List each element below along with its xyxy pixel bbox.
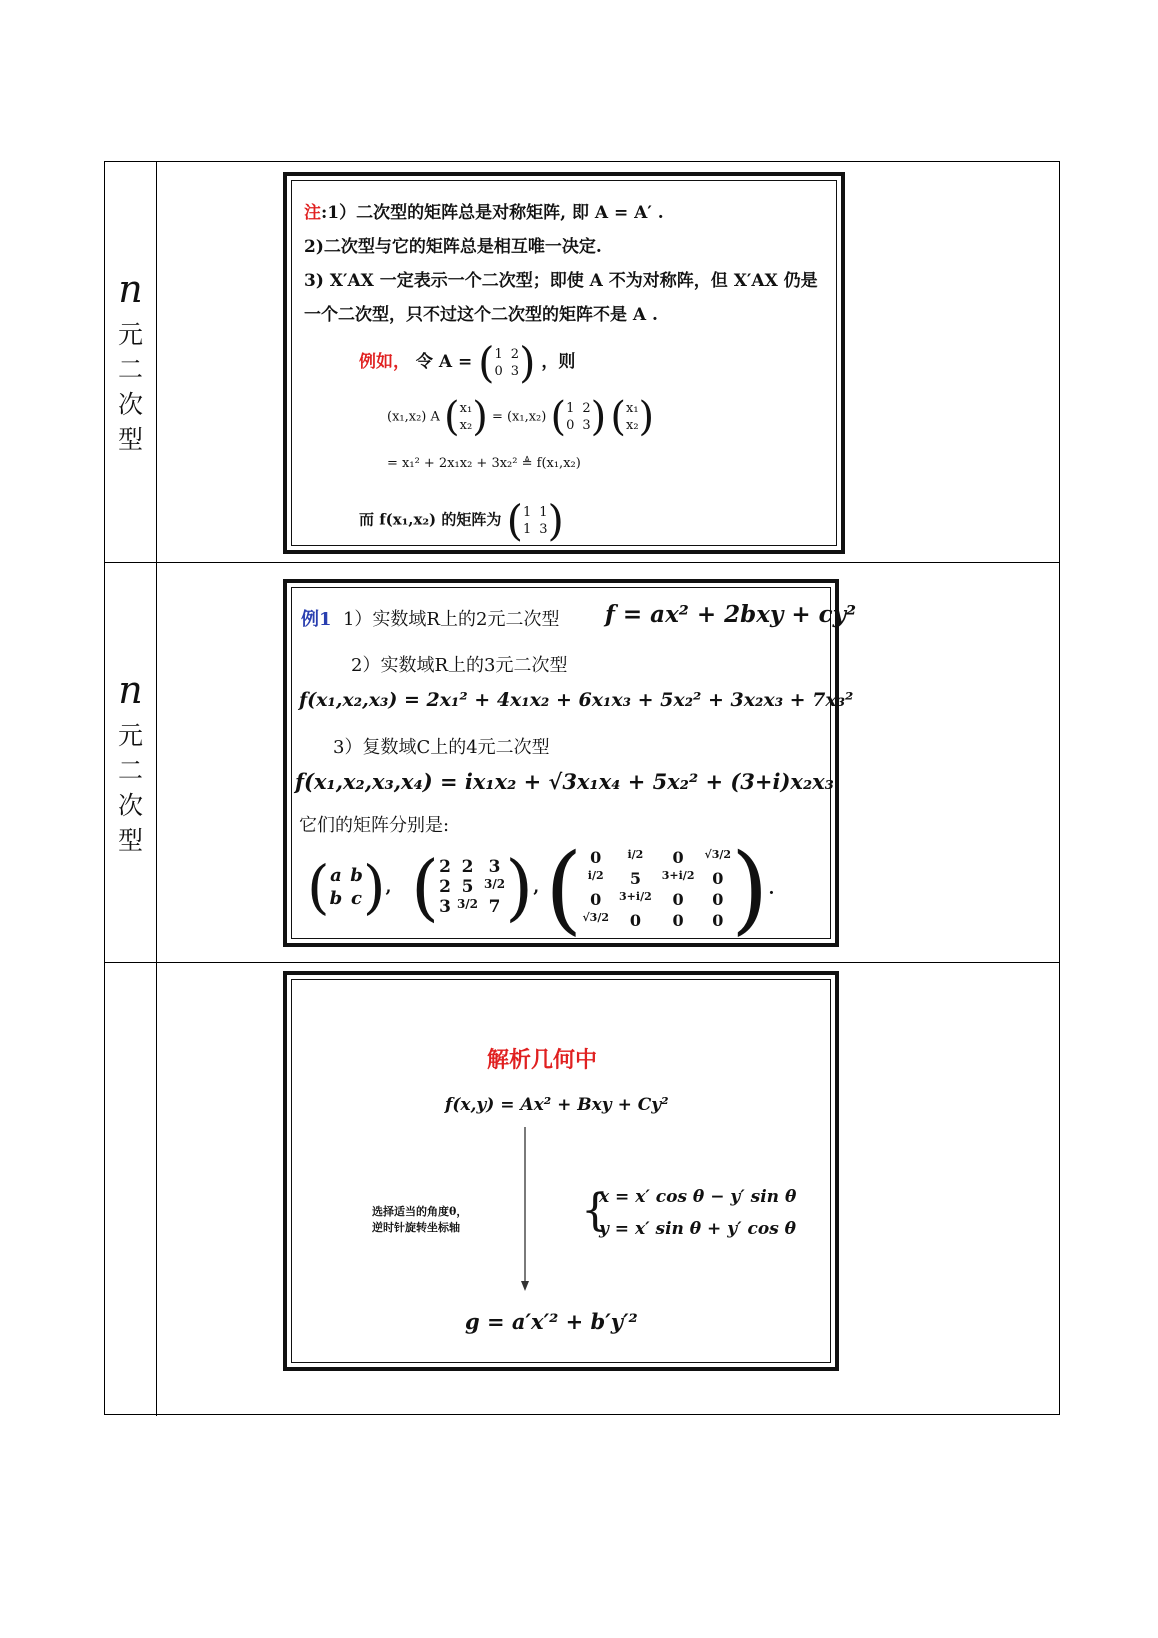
- matrix-cell: 0: [590, 890, 602, 909]
- matrix-cell: 5: [629, 869, 641, 888]
- eq1-left: (x₁,x₂) A: [387, 409, 440, 425]
- side-note-1: 选择适当的角度θ，: [372, 1205, 468, 1218]
- ex-label: 例1: [301, 609, 332, 630]
- down-arrow-icon: [519, 1127, 531, 1292]
- equation-2: = x₁² + 2x₁x₂ + 3x₂² ≜ f(x₁,x₂): [387, 456, 581, 471]
- matrix-2: ( 2 2 3 2 5 3/2 3 3/2 7 ) ,: [411, 845, 540, 929]
- matrix-cell: 2: [510, 346, 520, 362]
- matrix-cell: √3/2: [704, 848, 732, 861]
- label-char: 型: [117, 425, 143, 454]
- matrix-1: ( a b b c ) ,: [307, 853, 392, 921]
- label-n: n: [118, 667, 143, 712]
- label-char: 元: [117, 320, 143, 349]
- matrix-cell: 5: [461, 877, 474, 897]
- label-char: 二: [117, 355, 143, 384]
- rotation-brace: {: [581, 1185, 609, 1236]
- rotation-x: x = x′ cos θ − y′ sin θ: [599, 1187, 797, 1207]
- matrix-cell: 0: [712, 869, 724, 888]
- matrix-cell: 2: [439, 877, 451, 897]
- slide-analytic-geometry: [283, 971, 839, 1371]
- matrix-cell: a: [330, 865, 342, 886]
- example-then: ，则: [541, 352, 576, 372]
- label-char: 元: [117, 720, 143, 750]
- matrix-cell: 1: [522, 504, 532, 520]
- example-line: [359, 338, 575, 387]
- example-matrix: ( 1 2 0 3 ): [478, 338, 536, 387]
- matrix-cell: 0: [712, 890, 724, 909]
- matrix-cell: 0: [672, 890, 684, 909]
- ex-item-3: 3）复数域C上的4元二次型: [333, 737, 550, 758]
- matrix-cell: c: [351, 888, 363, 909]
- matrix-cell: 0: [672, 911, 684, 930]
- eq1-matrix: ( 1 2 0 3 ): [550, 394, 607, 440]
- eq1-mid: = (x₁,x₂): [491, 409, 547, 425]
- ex-formula-2: f(x₁,x₂,x₃) = 2x₁² + 4x₁x₂ + 6x₁x₃ + 5x₂² + 3x₂x₃ + 7x₃²: [299, 689, 854, 711]
- f-matrix: ( 1 1 1 3 ): [506, 496, 564, 545]
- matrix-cell: x₂: [626, 418, 639, 433]
- matrix-cell: i/2: [627, 848, 644, 861]
- formula-bottom: g = a′x′² + b′y′²: [465, 1309, 638, 1334]
- note-line-1: [304, 198, 664, 223]
- label-n: n: [118, 267, 143, 311]
- f-matrix-text: 而 f(x₁,x₂) 的矩阵为: [359, 510, 502, 529]
- row-label-3: [105, 963, 157, 1416]
- matrix-cell: x₂: [459, 418, 473, 433]
- matrix-cell: 3/2: [484, 877, 506, 891]
- matrix-cell: 3: [488, 857, 501, 877]
- note-line-4: 一个二次型，只不过这个二次型的矩阵不是 A .: [304, 305, 658, 325]
- matrix-3: ( 0 i/2 0 √3/2 i/2 5 3+i/2 0 0 3+i/2 0 0 √3/2 0 0 0 ) .: [545, 833, 775, 945]
- matrix-cell: 3: [510, 363, 520, 379]
- matrix-cell: 2: [582, 401, 591, 416]
- ex-item-1: 1）实数域R上的2元二次型: [342, 609, 560, 630]
- matrix-cell: b: [329, 888, 343, 909]
- matrix-cell: 3+i/2: [619, 890, 652, 903]
- matrix-cell: b: [350, 865, 363, 886]
- matrix-cell: 3+i/2: [661, 869, 695, 882]
- table-row-3: [105, 962, 1059, 1416]
- matrix-cell: 0: [712, 911, 724, 930]
- matrices-text: 它们的矩阵分别是:: [299, 815, 450, 836]
- matrix-cell: 3: [439, 897, 451, 917]
- matrix-cell: 3: [582, 418, 591, 433]
- label-char: 次: [117, 390, 143, 419]
- note-line-2: 2)二次型与它的矩阵总是相互唯一决定.: [304, 237, 602, 257]
- ex-formula-1: f = ax² + 2bxy + cy²: [605, 601, 857, 628]
- label-char: 次: [117, 790, 143, 820]
- label-char: 型: [117, 825, 143, 855]
- matrix-cell: 3: [539, 521, 548, 537]
- equation-1: [387, 394, 654, 440]
- matrix-cell: i/2: [587, 869, 604, 882]
- table-row-2: [105, 562, 1059, 962]
- row-label-2: [105, 563, 157, 962]
- matrix-cell: 1: [566, 401, 575, 416]
- matrix-cell: 7: [488, 897, 501, 917]
- rotation-y: y = x′ sin θ + y′ cos θ: [599, 1219, 797, 1239]
- eq1-vector-2: ( x₁ x₂ ): [610, 394, 655, 440]
- matrix-cell: x₁: [626, 401, 639, 416]
- example-text: 令 A =: [415, 352, 473, 372]
- f-matrix-line: [359, 496, 564, 545]
- matrix-cell: 1: [522, 521, 532, 537]
- eq1-vector: ( x₁ x₂ ): [444, 394, 488, 440]
- ex-formula-3: f(x₁,x₂,x₃,x₄) = ix₁x₂ + √3x₁x₄ + 5x₂² + (3+i)x₂x₃: [295, 769, 834, 794]
- matrix-cell: 0: [494, 363, 503, 379]
- ex-line-1: [301, 605, 559, 631]
- table-row-1: [105, 162, 1059, 562]
- slide-examples: [283, 579, 857, 947]
- matrix-cell: 2: [461, 857, 474, 877]
- matrix-cell: 0: [672, 848, 684, 867]
- note-text-1: :1）二次型的矩阵总是对称矩阵, 即 A = A′ .: [321, 203, 664, 223]
- side-note-2: 逆时针旋转坐标轴: [372, 1221, 460, 1234]
- document-table: [104, 161, 1060, 1415]
- matrix-cell: 0: [629, 911, 641, 930]
- formula-top: f(x,y) = Ax² + Bxy + Cy²: [445, 1095, 669, 1115]
- matrix-cell: 0: [566, 418, 575, 433]
- matrix-cell: 3/2: [456, 897, 479, 911]
- matrix-cell: 0: [590, 848, 602, 867]
- matrix-cell: √3/2: [582, 911, 610, 924]
- matrix-cell: 1: [494, 346, 503, 362]
- ex-item-2: 2）实数域R上的3元二次型: [351, 655, 568, 676]
- example-label: 例如，: [359, 352, 410, 372]
- slide-note: [283, 172, 845, 554]
- row-label-1: [105, 162, 157, 562]
- label-char: 二: [117, 755, 143, 785]
- slide3-title: 解析几何中: [487, 1047, 598, 1073]
- matrix-cell: 1: [539, 504, 548, 520]
- note-line-3: 3) X′AX 一定表示一个二次型；即使 A 不为对称阵，但 X′AX 仍是: [304, 271, 818, 291]
- matrix-cell: x₁: [459, 401, 473, 416]
- matrix-cell: 2: [439, 857, 451, 877]
- note-label: 注: [304, 203, 321, 223]
